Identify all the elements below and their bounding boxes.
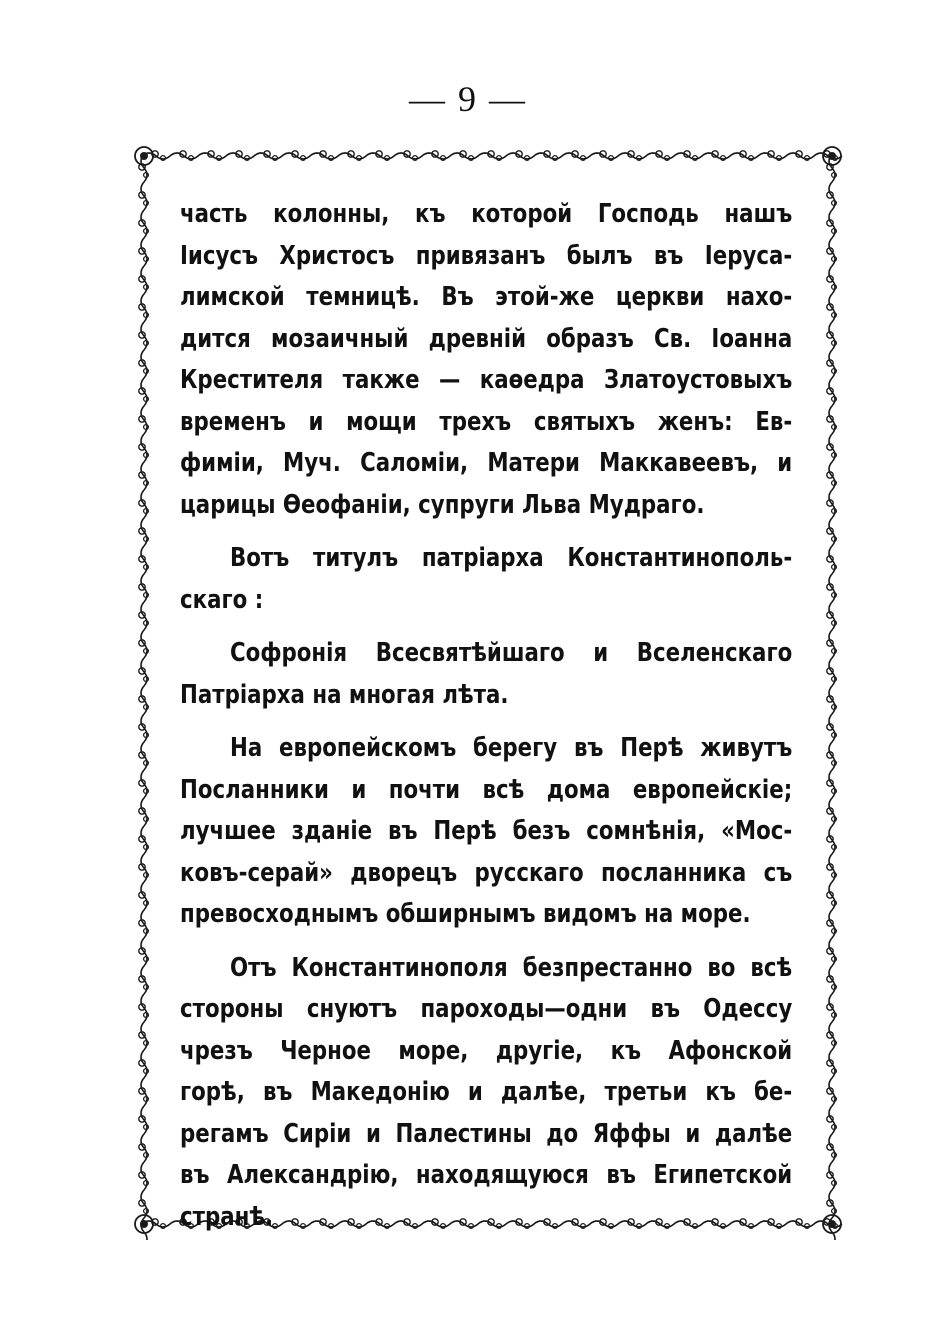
text-line: царицы Ѳеофанiи, супруги Льва Мудраго. (180, 489, 705, 520)
text-line: временъ и мощи трехъ святыхъ женъ: Ев- (180, 406, 793, 437)
text-line: лимской темницѣ. Въ этой-же церкви нахо- (180, 282, 793, 312)
text-line: Iисусъ Христосъ привязанъ былъ въ Iеруса- (180, 240, 793, 271)
text-line: лучшее зданiе въ Перѣ безъ сомнѣнiя, «Мос- (180, 816, 793, 846)
text-line: Посланники и почти всѣ дома европейскiе; (180, 774, 793, 805)
text-line: странѣ. (180, 1201, 274, 1232)
text-line: Вотъ титулъ патрiарха Константинополь- (230, 543, 793, 573)
text-line: Софронiя Всесвятѣйшаго и Вселенскаго (230, 638, 793, 668)
text-line: Патрiарха на многая лѣта. (180, 679, 509, 710)
paragraph-1 (180, 194, 792, 526)
text-line: фимiи, Муч. Саломiи, Матери Маккавеевъ, и (180, 448, 793, 478)
paragraph-5 (180, 948, 792, 1239)
text-line: превосходнымъ обширнымъ видомъ на морe. (180, 899, 751, 929)
text-line: Отъ Константинополя безпрестанно во всѣ (230, 952, 793, 983)
paragraph-2 (180, 538, 792, 621)
text-line: горѣ, въ Македонiю и далѣе, третьи къ бе- (180, 1077, 793, 1107)
text-line: Крестителя также — каѳедра Златоустовыхъ (180, 365, 793, 395)
text-line: регамъ Сирiи и Палестины до Яффы и далѣе (180, 1118, 793, 1149)
text-line: ковъ-серай» дворецъ русскаго посланника съ (180, 857, 793, 888)
text-line: чрезъ Черное море, другiе, къ Афонской (180, 1035, 793, 1066)
text-line: дится мозаичный древнiй образъ Св. Iоанна (180, 323, 793, 354)
text-line: На европейскомъ берегу въ Перѣ живутъ (230, 733, 793, 763)
text-line: часть колонны, къ которой Господь нашъ (180, 199, 793, 229)
page-number: — 9 — (409, 79, 527, 119)
text-line: въ Александрiю, находящуюся въ Египетской (180, 1160, 793, 1190)
text-line: скаго : (180, 584, 264, 615)
body-text (180, 194, 792, 1238)
text-line: стороны снуютъ пароходы—одни въ Одессу (180, 994, 793, 1024)
paragraph-4 (180, 728, 792, 936)
paragraph-3 (180, 633, 792, 716)
